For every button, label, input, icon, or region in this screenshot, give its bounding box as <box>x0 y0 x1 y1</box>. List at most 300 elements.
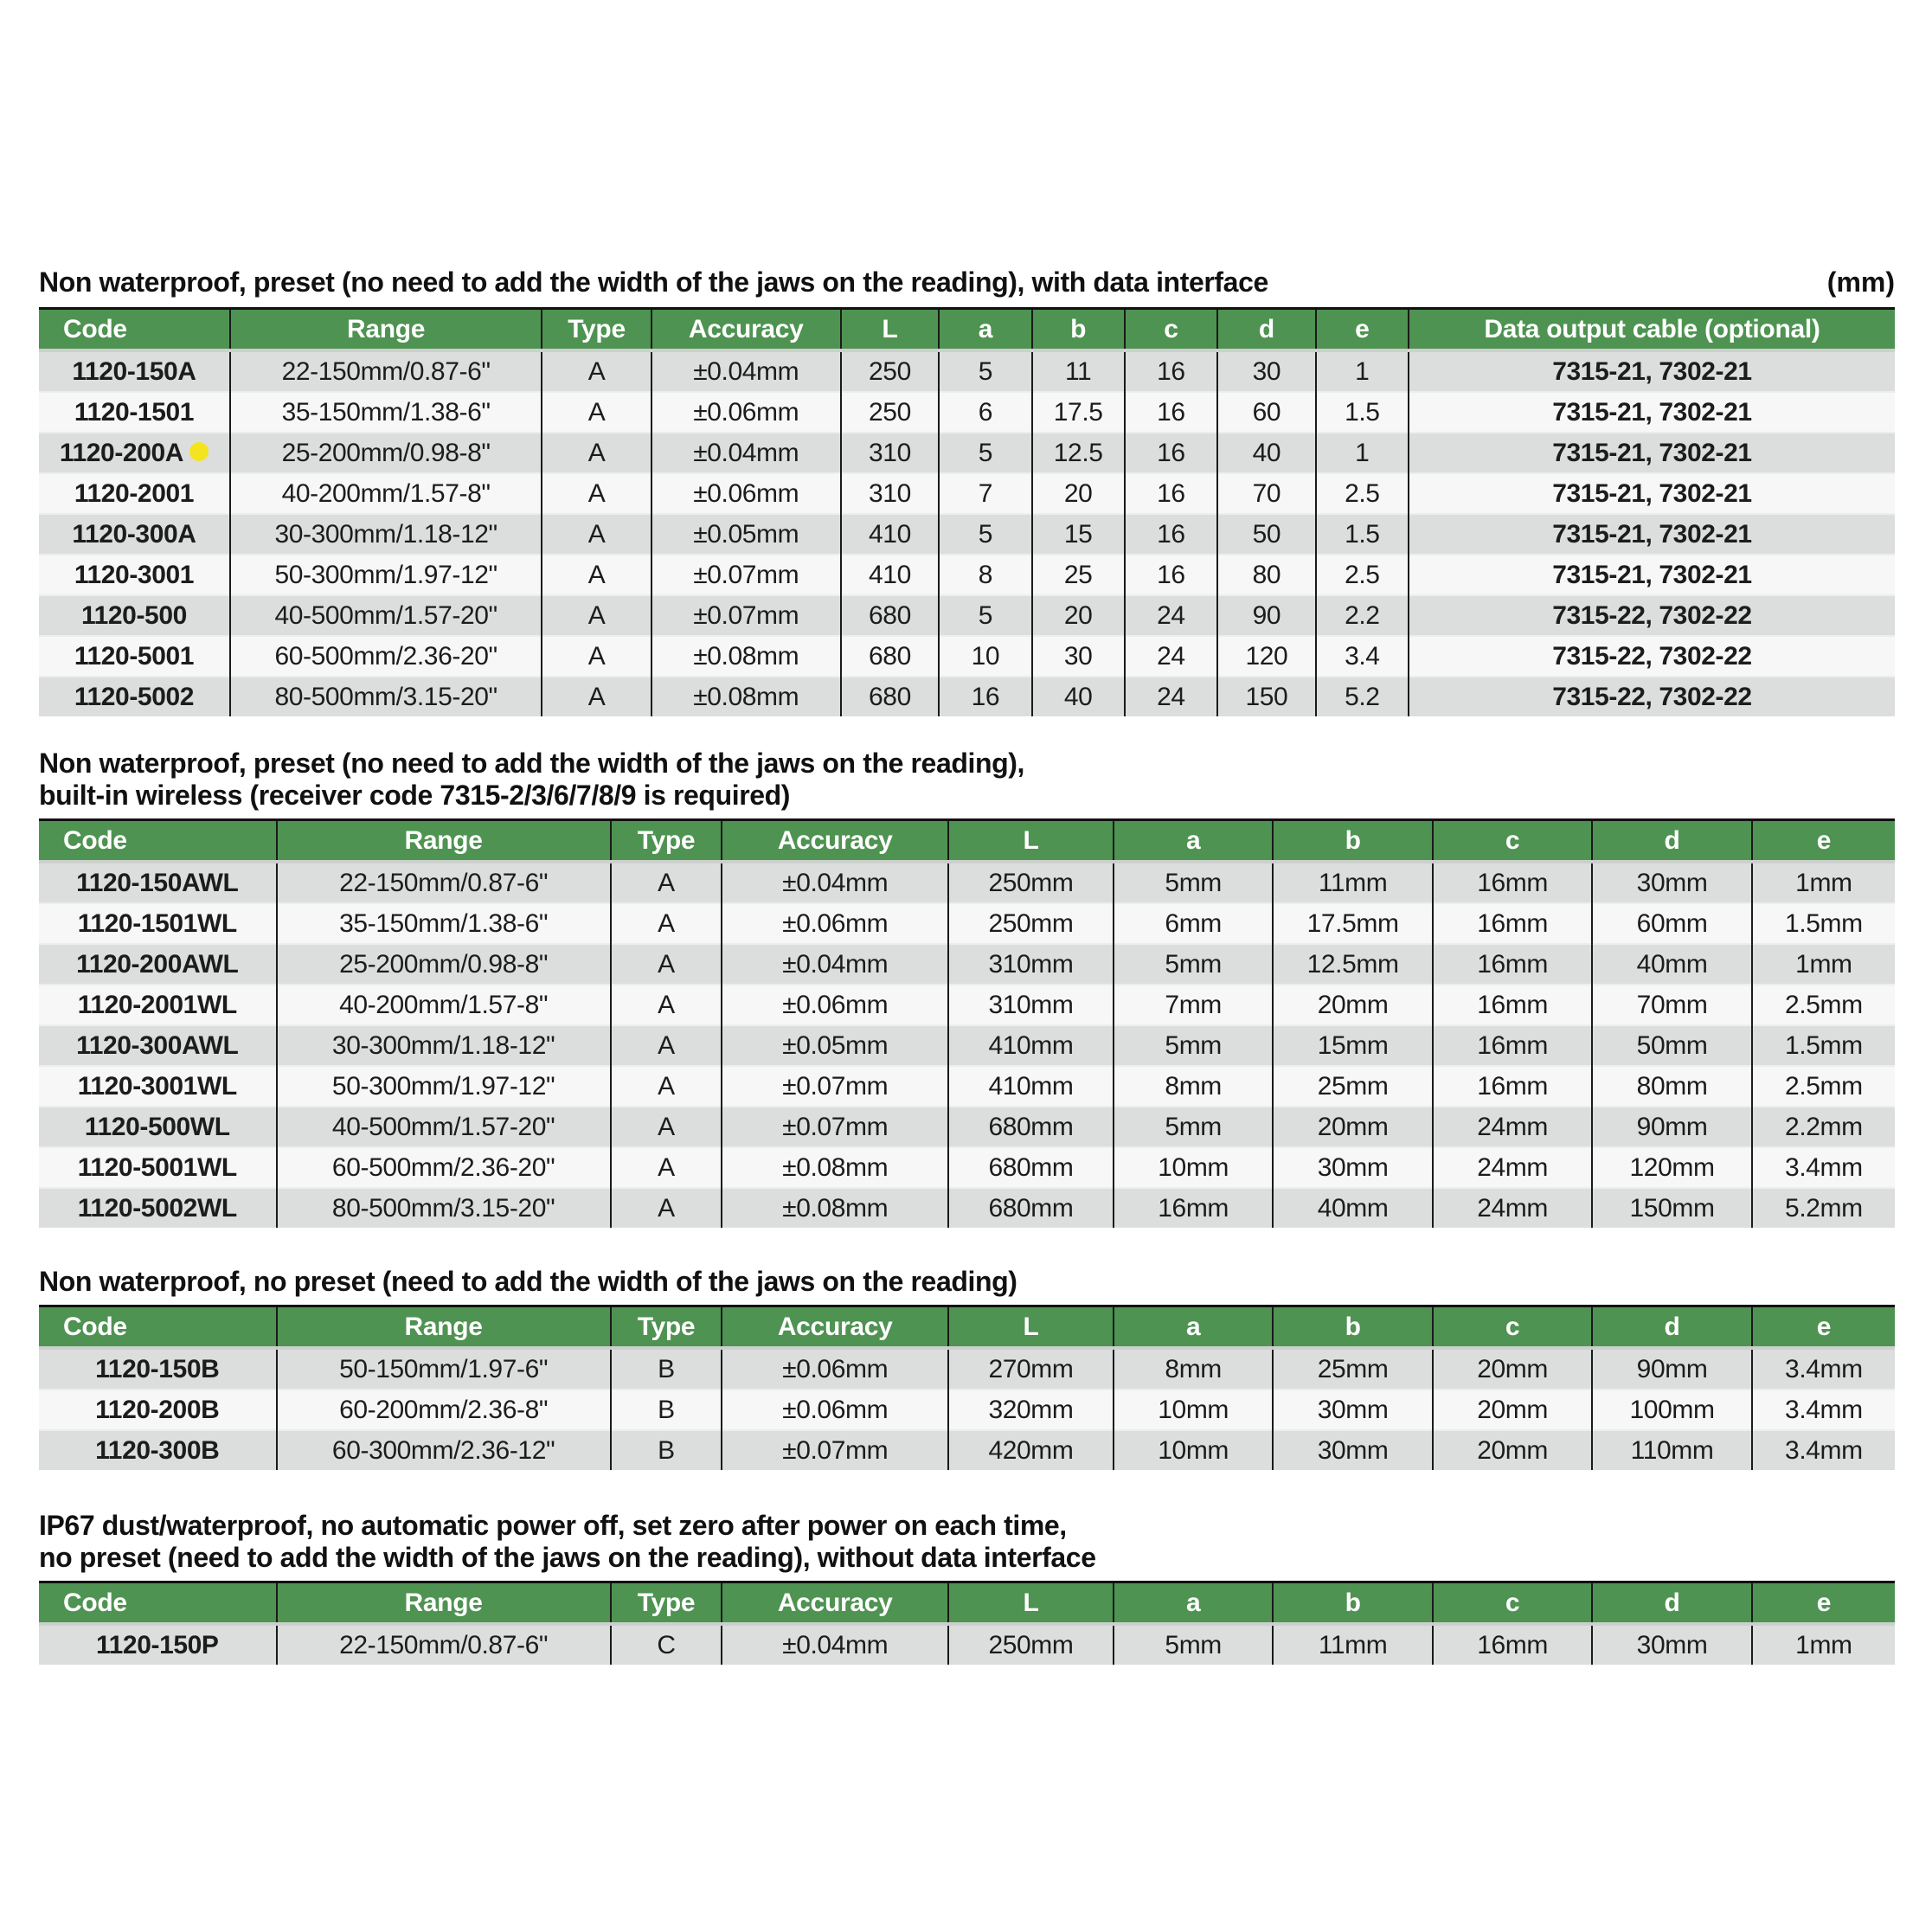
cell-text: A <box>658 868 675 897</box>
cell-range <box>277 1348 611 1390</box>
cell-type <box>611 944 722 985</box>
col-header-b: b <box>1273 1582 1432 1625</box>
cell-c <box>1433 985 1592 1025</box>
cell-text: 3.4mm <box>1785 1354 1863 1383</box>
section-title-line-1: Non waterproof, preset (no need to add the width of the jaws on the reading), <box>39 748 1025 779</box>
cell-text: 10mm <box>1158 1395 1229 1424</box>
cell-b <box>1273 903 1432 944</box>
spec-table-built-in-wireless <box>39 818 1895 1228</box>
cell-text: 5.2mm <box>1785 1193 1863 1223</box>
cell-text: ±0.08mm <box>782 1152 889 1182</box>
cell-text: 1120-1501WL <box>77 908 237 938</box>
cell-c <box>1433 1348 1592 1390</box>
cell-a <box>1114 1107 1273 1147</box>
cell-text: 90 <box>1252 600 1281 630</box>
cell-c <box>1433 1188 1592 1228</box>
cell-text: 90mm <box>1636 1112 1708 1141</box>
cell-l <box>948 903 1114 944</box>
cell-text: 20mm <box>1477 1435 1548 1465</box>
cell-text: 150 <box>1245 682 1288 711</box>
cell-text: 1120-3001WL <box>77 1071 237 1101</box>
cell-text: A <box>587 682 606 711</box>
cell-code <box>39 1390 277 1430</box>
cell-b <box>1273 1107 1432 1147</box>
cell-text: 30 <box>1252 356 1281 386</box>
cell-text: ±0.07mm <box>782 1435 889 1465</box>
cell-data-output-cable-optional <box>1409 636 1895 677</box>
cell-text: 3.4 <box>1345 641 1380 671</box>
col-header-e: e <box>1752 1582 1895 1625</box>
cell-text: 25-200mm/0.98-8" <box>339 949 549 979</box>
cell-type <box>542 350 651 392</box>
cell-b <box>1273 1390 1432 1430</box>
cell-type <box>542 514 651 555</box>
cell-e <box>1752 1066 1895 1107</box>
cell-d <box>1592 1430 1751 1470</box>
cell-e <box>1752 1348 1895 1390</box>
cell-text: 6mm <box>1165 908 1222 938</box>
cell-range <box>277 903 611 944</box>
cell-accuracy <box>722 862 948 903</box>
cell-text: 3.4mm <box>1785 1435 1863 1465</box>
col-header-c: c <box>1125 309 1217 351</box>
cell-text: A <box>587 641 606 671</box>
col-header-type: Type <box>542 309 651 351</box>
cell-d <box>1217 514 1316 555</box>
title-table-gap <box>39 1298 1895 1305</box>
cell-text: 16 <box>1157 519 1185 549</box>
cell-range <box>230 350 542 392</box>
cell-type <box>611 1107 722 1147</box>
cell-text: A <box>658 1030 675 1060</box>
cell-text: A <box>658 1152 675 1182</box>
col-header-b: b <box>1032 309 1125 351</box>
table-row <box>39 1430 1895 1470</box>
cell-range <box>277 944 611 985</box>
cell-text: 1120-2001 <box>74 478 195 508</box>
cell-text: 1.5mm <box>1785 908 1863 938</box>
cell-range <box>230 555 542 595</box>
cell-code <box>39 1025 277 1066</box>
cell-b <box>1032 677 1125 716</box>
cell-b <box>1273 1348 1432 1390</box>
cell-b <box>1273 1147 1432 1188</box>
col-header-d: d <box>1592 1306 1751 1349</box>
cell-text: 20mm <box>1317 990 1389 1019</box>
cell-c <box>1125 677 1217 716</box>
cell-text: 70 <box>1252 478 1281 508</box>
section-gap <box>39 1228 1895 1266</box>
cell-e <box>1316 514 1409 555</box>
cell-text: 15mm <box>1317 1030 1389 1060</box>
cell-text: 250mm <box>988 908 1074 938</box>
cell-e <box>1752 1147 1895 1188</box>
cell-d <box>1592 985 1751 1025</box>
cell-a <box>1114 1066 1273 1107</box>
cell-text: 1120-3001 <box>74 560 195 589</box>
cell-text: 250mm <box>988 868 1074 897</box>
cell-range <box>230 392 542 433</box>
col-header-b: b <box>1273 1306 1432 1349</box>
spec-table-with-data-interface <box>39 307 1895 716</box>
cell-text: 5mm <box>1165 1630 1222 1659</box>
cell-text: 1120-500WL <box>84 1112 230 1141</box>
header-row <box>39 1306 1895 1349</box>
cell-l <box>841 392 940 433</box>
col-header-b: b <box>1273 820 1432 863</box>
cell-text: 1120-5001WL <box>77 1152 237 1182</box>
cell-b <box>1032 555 1125 595</box>
cell-text: 16 <box>1157 560 1185 589</box>
cell-text: 5 <box>978 356 993 386</box>
cell-text: 50-150mm/1.97-6" <box>339 1354 549 1383</box>
cell-text: ±0.04mm <box>782 949 889 979</box>
table-row <box>39 1147 1895 1188</box>
cell-type <box>611 1390 722 1430</box>
col-header-range: Range <box>230 309 542 351</box>
table-row <box>39 636 1895 677</box>
cell-text: 30mm <box>1317 1435 1389 1465</box>
cell-text: 40-500mm/1.57-20" <box>274 600 497 630</box>
col-header-range: Range <box>277 1306 611 1349</box>
col-header-c: c <box>1433 1582 1592 1625</box>
cell-text: 12.5mm <box>1306 949 1399 979</box>
cell-type <box>542 473 651 514</box>
cell-text: 680mm <box>988 1112 1074 1141</box>
cell-text: 50-300mm/1.97-12" <box>331 1071 555 1101</box>
cell-text: 1120-150A <box>72 356 196 386</box>
cell-text: 1 <box>1355 438 1370 467</box>
cell-text: 2.5mm <box>1785 1071 1863 1101</box>
cell-e <box>1752 985 1895 1025</box>
cell-code <box>39 433 230 473</box>
cell-text: 16 <box>1157 356 1185 386</box>
cell-type <box>542 392 651 433</box>
cell-code <box>39 1066 277 1107</box>
cell-range <box>277 985 611 1025</box>
cell-text: 1120-150B <box>95 1354 220 1383</box>
cell-accuracy <box>722 944 948 985</box>
cell-l <box>948 1147 1114 1188</box>
cell-text: 5.2 <box>1345 682 1380 711</box>
col-header-l: L <box>948 1582 1114 1625</box>
cell-text: 20mm <box>1477 1395 1548 1424</box>
cell-a <box>939 392 1031 433</box>
col-header-d: d <box>1592 820 1751 863</box>
cell-d <box>1217 433 1316 473</box>
cell-l <box>841 555 940 595</box>
cell-a <box>939 677 1031 716</box>
cell-d <box>1217 350 1316 392</box>
cell-text: A <box>587 397 606 427</box>
cell-text: A <box>658 949 675 979</box>
cell-d <box>1217 595 1316 636</box>
cell-accuracy <box>722 1107 948 1147</box>
cell-range <box>277 862 611 903</box>
cell-accuracy <box>651 392 841 433</box>
cell-l <box>841 350 940 392</box>
table-row <box>39 677 1895 716</box>
cell-text: 16mm <box>1477 1030 1548 1060</box>
cell-l <box>841 473 940 514</box>
cell-code <box>39 1348 277 1390</box>
table-row <box>39 433 1895 473</box>
cell-text: 7315-22, 7302-22 <box>1552 641 1752 671</box>
cell-text: 5 <box>978 600 993 630</box>
section-title-line-2: no preset (need to add the width of the jaws on the reading), without data interface <box>39 1542 1096 1573</box>
table-row <box>39 862 1895 903</box>
cell-c <box>1433 944 1592 985</box>
col-header-accuracy: Accuracy <box>722 820 948 863</box>
title-table-gap <box>39 1574 1895 1581</box>
col-header-code: Code <box>39 820 277 863</box>
cell-text: 1120-150AWL <box>76 868 239 897</box>
cell-range <box>277 1107 611 1147</box>
cell-c <box>1433 1066 1592 1107</box>
cell-a <box>939 636 1031 677</box>
cell-text: 16mm <box>1477 949 1548 979</box>
cell-text: 7mm <box>1165 990 1222 1019</box>
cell-type <box>542 555 651 595</box>
cell-text: 7315-21, 7302-21 <box>1552 560 1752 589</box>
cell-type <box>611 1025 722 1066</box>
cell-d <box>1592 1066 1751 1107</box>
cell-a <box>1114 1348 1273 1390</box>
cell-type <box>611 862 722 903</box>
cell-text: 1120-300A <box>72 519 196 549</box>
col-header-c: c <box>1433 820 1592 863</box>
cell-d <box>1217 677 1316 716</box>
cell-text: 2.2 <box>1345 600 1380 630</box>
cell-c <box>1433 1430 1592 1470</box>
cell-text: 11mm <box>1318 1630 1388 1659</box>
cell-type <box>542 677 651 716</box>
cell-text: 7315-21, 7302-21 <box>1552 519 1752 549</box>
cell-d <box>1592 1390 1751 1430</box>
cell-text: 30mm <box>1636 1630 1708 1659</box>
cell-text: 60-300mm/2.36-12" <box>331 1435 555 1465</box>
cell-data-output-cable-optional <box>1409 350 1895 392</box>
cell-accuracy <box>651 350 841 392</box>
cell-text: 16mm <box>1477 908 1548 938</box>
cell-text: 70mm <box>1636 990 1708 1019</box>
cell-data-output-cable-optional <box>1409 473 1895 514</box>
cell-text: ±0.06mm <box>693 478 799 508</box>
cell-range <box>230 595 542 636</box>
cell-text: 30mm <box>1317 1152 1389 1182</box>
cell-e <box>1316 677 1409 716</box>
cell-range <box>277 1188 611 1228</box>
cell-l <box>948 1066 1114 1107</box>
cell-text: 24 <box>1157 600 1185 630</box>
cell-accuracy <box>651 677 841 716</box>
cell-text: 20 <box>1063 600 1093 630</box>
cell-d <box>1217 473 1316 514</box>
col-header-type: Type <box>611 820 722 863</box>
cell-accuracy <box>722 1348 948 1390</box>
cell-text: 22-150mm/0.87-6" <box>281 356 491 386</box>
cell-text: 80mm <box>1636 1071 1708 1101</box>
cell-text: A <box>658 1112 675 1141</box>
cell-c <box>1433 1025 1592 1066</box>
cell-type <box>611 1188 722 1228</box>
table-row <box>39 473 1895 514</box>
cell-text: 3.4mm <box>1785 1395 1863 1424</box>
cell-data-output-cable-optional <box>1409 677 1895 716</box>
cell-accuracy <box>722 1624 948 1665</box>
table-row <box>39 1066 1895 1107</box>
cell-text: 680 <box>869 600 911 630</box>
cell-text: 30-300mm/1.18-12" <box>331 1030 555 1060</box>
cell-text: 25mm <box>1317 1354 1389 1383</box>
cell-text: ±0.06mm <box>782 908 889 938</box>
cell-text: 40 <box>1063 682 1093 711</box>
cell-text: 16 <box>971 682 1000 711</box>
header-row <box>39 1582 1895 1625</box>
cell-a <box>1114 1147 1273 1188</box>
cell-range <box>230 636 542 677</box>
cell-text: 250mm <box>988 1630 1074 1659</box>
cell-type <box>542 433 651 473</box>
cell-e <box>1752 1025 1895 1066</box>
cell-text: 7315-21, 7302-21 <box>1552 397 1752 427</box>
cell-d <box>1217 392 1316 433</box>
cell-text: 3.4mm <box>1785 1152 1863 1182</box>
table-row <box>39 514 1895 555</box>
col-header-data-output-cable-optional: Data output cable (optional) <box>1409 309 1895 351</box>
cell-a <box>939 595 1031 636</box>
section-ip67 <box>39 1510 1895 1665</box>
cell-d <box>1592 1624 1751 1665</box>
cell-text: 7315-22, 7302-22 <box>1552 682 1752 711</box>
cell-text: 310 <box>869 478 911 508</box>
cell-range <box>277 1147 611 1188</box>
section-title-row <box>39 266 1895 298</box>
cell-text: 30mm <box>1636 868 1708 897</box>
cell-accuracy <box>722 1390 948 1430</box>
cell-text: 1120-1501 <box>74 397 195 427</box>
cell-l <box>948 1624 1114 1665</box>
cell-range <box>277 1390 611 1430</box>
cell-a <box>1114 944 1273 985</box>
cell-e <box>1752 1390 1895 1430</box>
section-title: Non waterproof, no preset (need to add the width of the jaws on the reading) <box>39 1266 1017 1297</box>
cell-text: 40-200mm/1.57-8" <box>281 478 491 508</box>
cell-text: 5mm <box>1165 1112 1222 1141</box>
cell-text: 60 <box>1252 397 1281 427</box>
cell-text: 310 <box>869 438 911 467</box>
cell-d <box>1217 555 1316 595</box>
cell-text: 40-500mm/1.57-20" <box>331 1112 555 1141</box>
cell-e <box>1752 1430 1895 1470</box>
cell-b <box>1273 944 1432 985</box>
col-header-code: Code <box>39 1306 277 1349</box>
cell-text: A <box>587 560 606 589</box>
cell-c <box>1125 555 1217 595</box>
cell-l <box>948 985 1114 1025</box>
cell-text: 10 <box>971 641 1000 671</box>
cell-text: 2.5mm <box>1785 990 1863 1019</box>
col-header-a: a <box>1114 820 1273 863</box>
cell-data-output-cable-optional <box>1409 433 1895 473</box>
cell-c <box>1433 1107 1592 1147</box>
cell-text: 680mm <box>988 1193 1074 1223</box>
cell-text: ±0.08mm <box>693 682 799 711</box>
cell-text: 250 <box>869 356 911 386</box>
cell-text: A <box>587 600 606 630</box>
cell-accuracy <box>651 433 841 473</box>
cell-text: A <box>658 990 675 1019</box>
cell-b <box>1273 1188 1432 1228</box>
cell-type <box>611 1624 722 1665</box>
section-no-preset <box>39 1266 1895 1470</box>
cell-text: 16 <box>1157 478 1185 508</box>
cell-text: 7 <box>978 478 993 508</box>
cell-d <box>1592 862 1751 903</box>
cell-text: 25mm <box>1317 1071 1389 1101</box>
cell-text: 1120-200AWL <box>76 949 239 979</box>
cell-code <box>39 514 230 555</box>
table-row <box>39 1188 1895 1228</box>
cell-text: 7315-21, 7302-21 <box>1552 356 1752 386</box>
cell-text: 1120-5001 <box>74 641 195 671</box>
cell-accuracy <box>722 985 948 1025</box>
cell-c <box>1433 1147 1592 1188</box>
cell-text: 100mm <box>1629 1395 1715 1424</box>
table-row <box>39 1390 1895 1430</box>
cell-text: 1.5 <box>1345 397 1380 427</box>
title-table-gap <box>39 812 1895 818</box>
cell-text: 40mm <box>1636 949 1708 979</box>
col-header-a: a <box>1114 1306 1273 1349</box>
cell-text: ±0.07mm <box>693 560 799 589</box>
cell-type <box>611 1430 722 1470</box>
cell-l <box>841 433 940 473</box>
cell-text: 10mm <box>1158 1152 1229 1182</box>
cell-text: 1 <box>1355 356 1370 386</box>
cell-text: 1120-200A <box>59 438 184 467</box>
cell-text: 16mm <box>1477 868 1548 897</box>
cell-data-output-cable-optional <box>1409 555 1895 595</box>
cell-text: 60-200mm/2.36-8" <box>339 1395 549 1424</box>
cell-c <box>1125 433 1217 473</box>
cell-b <box>1273 1430 1432 1470</box>
cell-d <box>1217 636 1316 677</box>
cell-data-output-cable-optional <box>1409 392 1895 433</box>
cell-l <box>948 1188 1114 1228</box>
cell-text: 420mm <box>988 1435 1074 1465</box>
cell-text: 10mm <box>1158 1435 1229 1465</box>
cell-code <box>39 473 230 514</box>
cell-text: 120 <box>1245 641 1288 671</box>
cell-text: 8mm <box>1165 1354 1222 1383</box>
cell-text: B <box>658 1395 675 1424</box>
cell-l <box>841 595 940 636</box>
cell-l <box>948 1348 1114 1390</box>
cell-text: 35-150mm/1.38-6" <box>281 397 491 427</box>
col-header-accuracy: Accuracy <box>722 1306 948 1349</box>
col-header-a: a <box>939 309 1031 351</box>
cell-text: 90mm <box>1636 1354 1708 1383</box>
cell-c <box>1125 392 1217 433</box>
cell-b <box>1032 595 1125 636</box>
cell-l <box>948 1025 1114 1066</box>
cell-code <box>39 350 230 392</box>
cell-e <box>1752 903 1895 944</box>
cell-accuracy <box>651 473 841 514</box>
cell-text: 20mm <box>1317 1112 1389 1141</box>
cell-text: 60-500mm/2.36-20" <box>274 641 497 671</box>
